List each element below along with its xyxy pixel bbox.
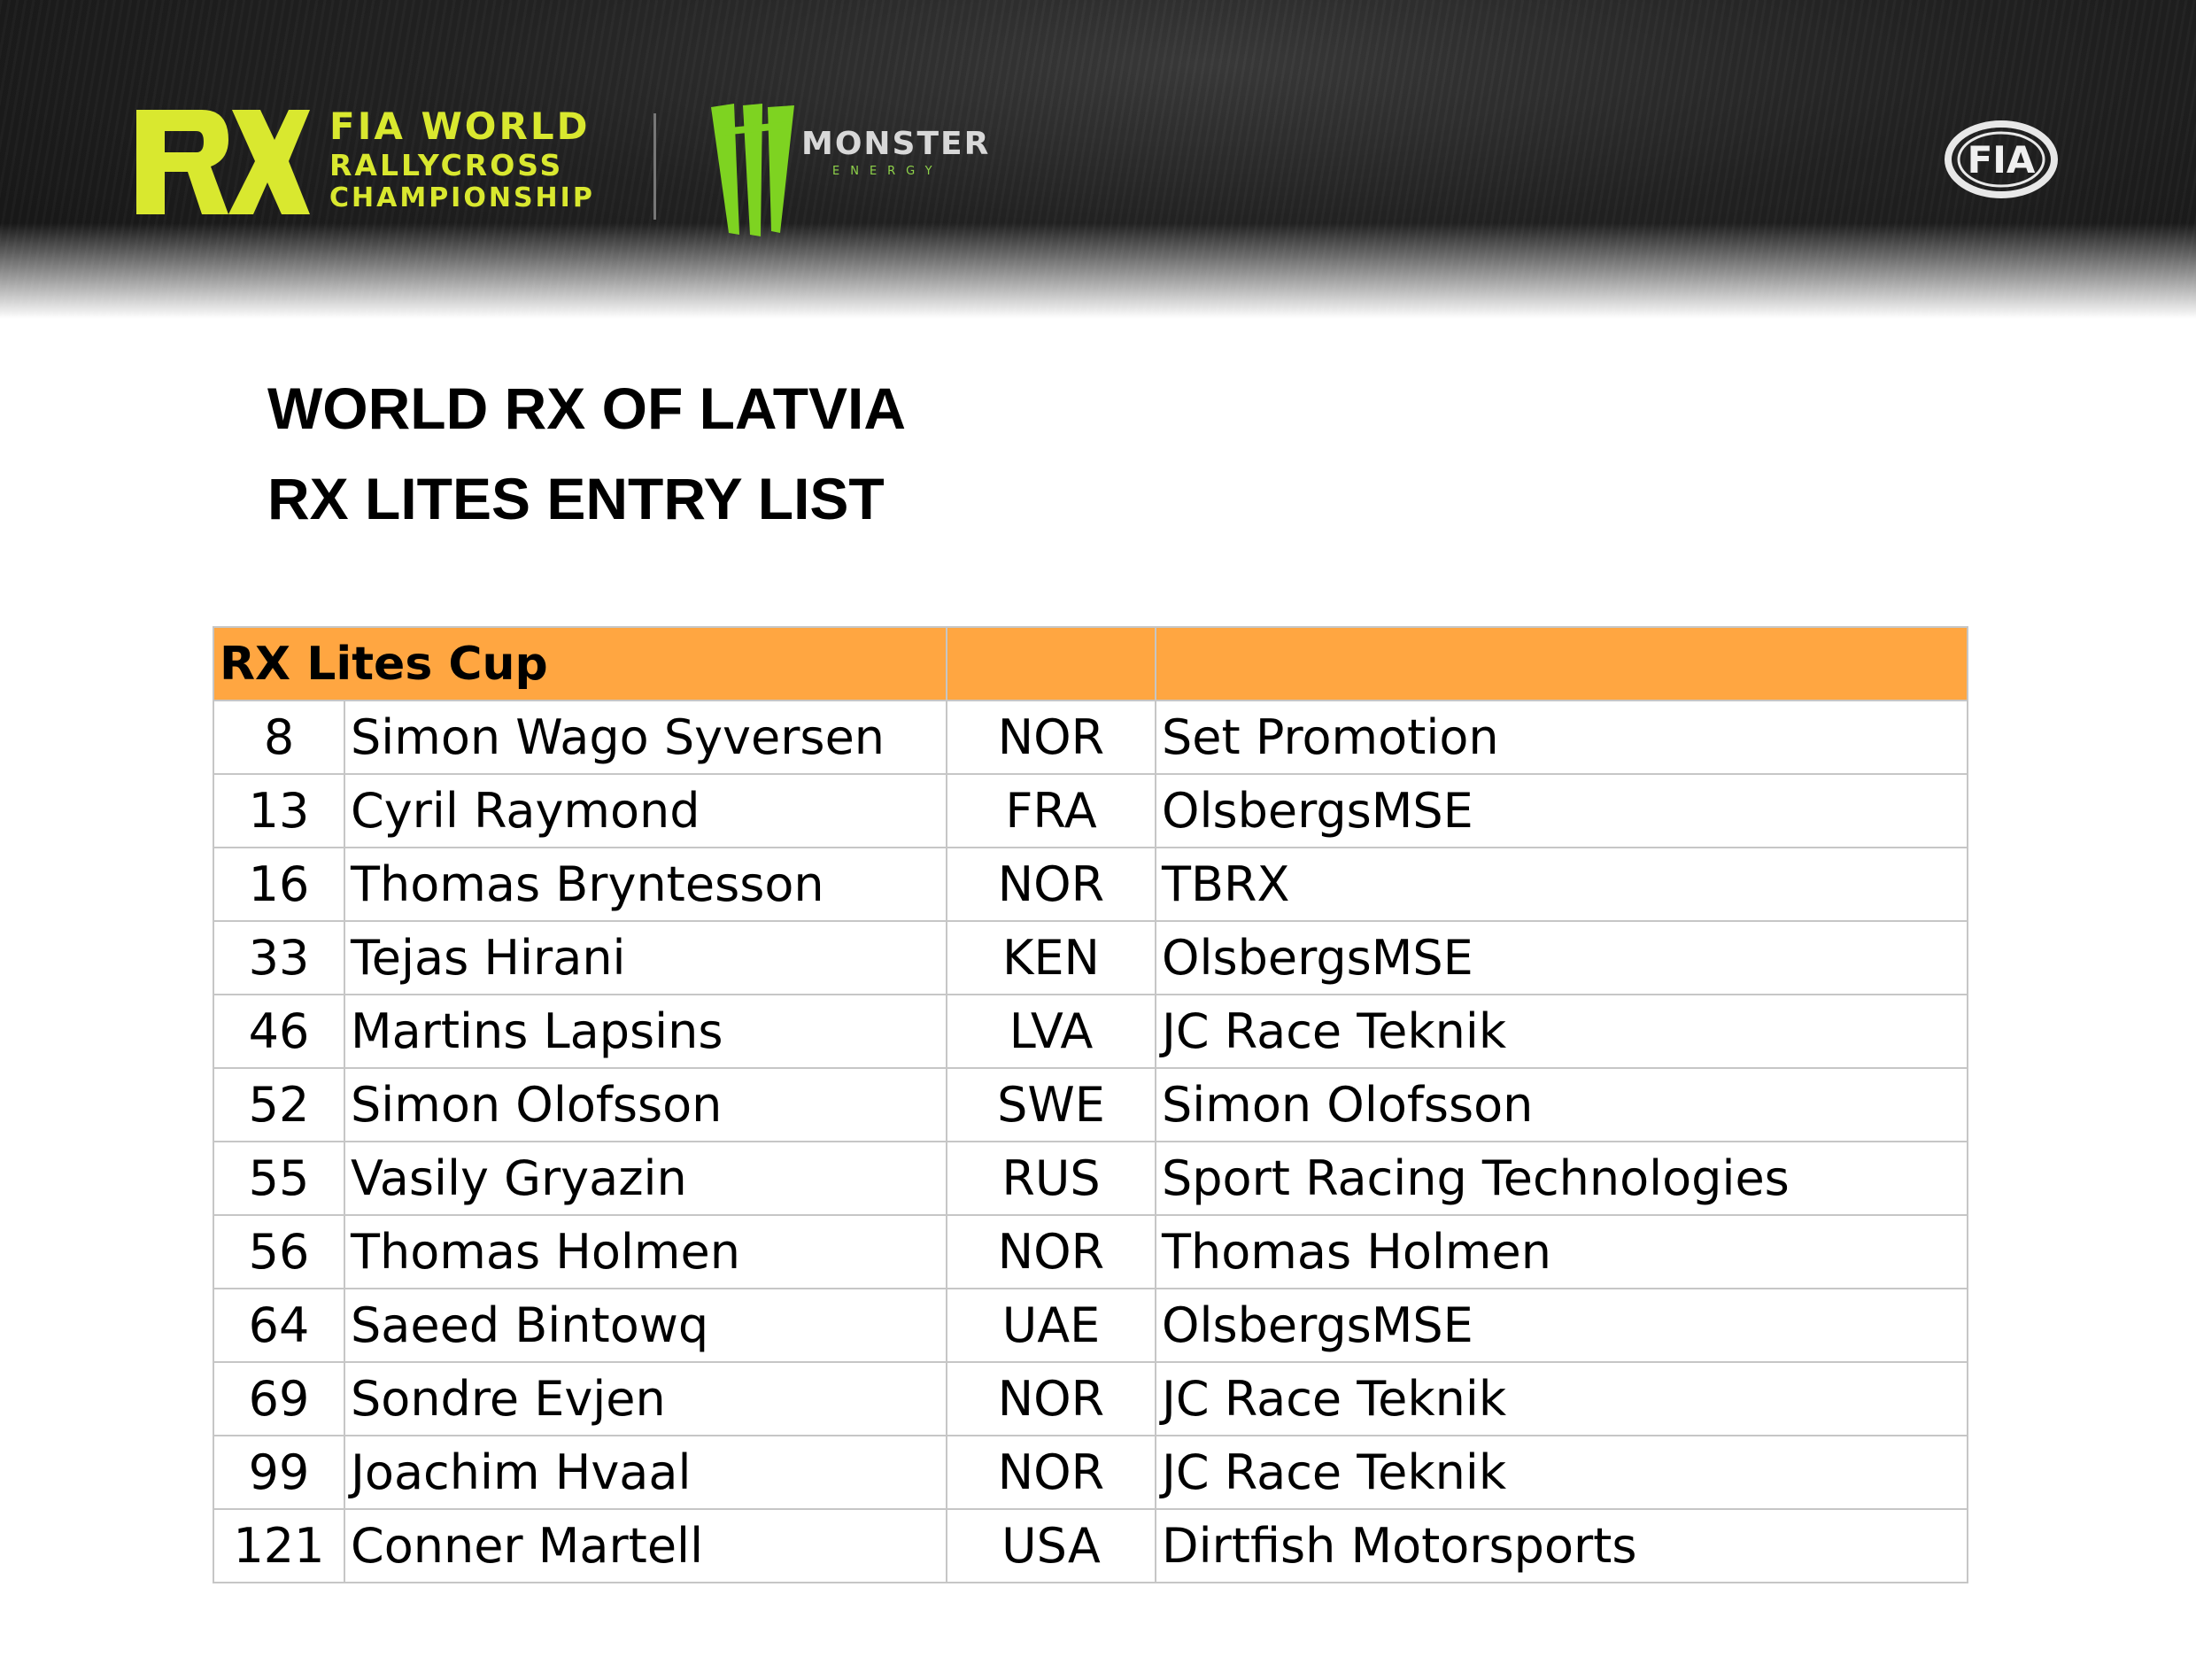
team-name-cell: JC Race Teknik — [1156, 995, 1968, 1068]
car-number-cell: 64 — [213, 1289, 344, 1362]
team-name-cell: Dirtfish Motorsports — [1156, 1509, 1968, 1583]
nationality-cell: NOR — [947, 701, 1156, 774]
car-number-cell: 16 — [213, 848, 344, 921]
table-row — [213, 1289, 1968, 1362]
nationality-cell: SWE — [947, 1068, 1156, 1142]
table-row — [213, 1509, 1968, 1583]
table-row — [213, 921, 1968, 995]
header-banner — [0, 0, 2196, 319]
car-number-cell: 121 — [213, 1509, 344, 1583]
driver-name-cell: Joachim Hvaal — [344, 1436, 947, 1509]
driver-name-cell: Conner Martell — [344, 1509, 947, 1583]
series-line-2: RALLYCROSS — [329, 148, 564, 182]
series-line-1: FIA WORLD — [329, 105, 591, 148]
fia-logo-text: FIA — [1967, 138, 2036, 182]
table-row — [213, 1215, 1968, 1289]
fia-logo-icon — [1944, 120, 2059, 199]
nationality-cell: UAE — [947, 1289, 1156, 1362]
table-row — [213, 848, 1968, 921]
cup-header-row — [213, 627, 1968, 701]
driver-name-cell: Cyril Raymond — [344, 774, 947, 848]
table-row — [213, 1362, 1968, 1436]
rx-logo-icon — [133, 105, 310, 220]
nationality-cell: NOR — [947, 1215, 1156, 1289]
nationality-cell: KEN — [947, 921, 1156, 995]
nationality-cell: USA — [947, 1509, 1156, 1583]
page-title — [267, 363, 906, 544]
table-row — [213, 1436, 1968, 1509]
table-row — [213, 995, 1968, 1068]
title-event: WORLD RX OF LATVIA — [267, 375, 907, 441]
team-name-cell: Thomas Holmen — [1156, 1215, 1968, 1289]
nationality-cell: LVA — [947, 995, 1156, 1068]
car-number-cell: 33 — [213, 921, 344, 995]
sponsor-subline: ENERGY — [832, 165, 943, 178]
team-name-cell: OlsbergsMSE — [1156, 774, 1968, 848]
driver-name-cell: Vasily Gryazin — [344, 1142, 947, 1215]
table-row — [213, 1142, 1968, 1215]
nationality-cell: RUS — [947, 1142, 1156, 1215]
team-name-cell: OlsbergsMSE — [1156, 1289, 1968, 1362]
team-name-cell: JC Race Teknik — [1156, 1436, 1968, 1509]
table-row — [213, 1068, 1968, 1142]
team-name-cell: Simon Olofsson — [1156, 1068, 1968, 1142]
driver-name-cell: Thomas Bryntesson — [344, 848, 947, 921]
team-name-cell: Sport Racing Technologies — [1156, 1142, 1968, 1215]
series-wordmark — [329, 105, 622, 213]
car-number-cell: 46 — [213, 995, 344, 1068]
table-row — [213, 774, 1968, 848]
team-name-cell: TBRX — [1156, 848, 1968, 921]
nationality-cell: FRA — [947, 774, 1156, 848]
sponsor-wordmark: MONSTER — [801, 126, 991, 162]
car-number-cell: 8 — [213, 701, 344, 774]
table-row — [213, 701, 1968, 774]
team-name-cell: JC Race Teknik — [1156, 1362, 1968, 1436]
driver-name-cell: Martins Lapsins — [344, 995, 947, 1068]
nationality-cell: NOR — [947, 1436, 1156, 1509]
cup-header-empty-cell — [947, 627, 1156, 701]
entry-list-table — [213, 626, 1968, 1583]
driver-name-cell: Thomas Holmen — [344, 1215, 947, 1289]
logo-divider — [653, 113, 656, 220]
car-number-cell: 55 — [213, 1142, 344, 1215]
car-number-cell: 56 — [213, 1215, 344, 1289]
car-number-cell: 69 — [213, 1362, 344, 1436]
car-number-cell: 13 — [213, 774, 344, 848]
driver-name-cell: Simon Olofsson — [344, 1068, 947, 1142]
nationality-cell: NOR — [947, 848, 1156, 921]
car-number-cell: 52 — [213, 1068, 344, 1142]
driver-name-cell: Tejas Hirani — [344, 921, 947, 995]
team-name-cell: Set Promotion — [1156, 701, 1968, 774]
driver-name-cell: Sondre Evjen — [344, 1362, 947, 1436]
cup-label: RX Lites Cup — [213, 627, 947, 701]
title-list: RX LITES ENTRY LIST — [267, 466, 885, 531]
team-name-cell: OlsbergsMSE — [1156, 921, 1968, 995]
driver-name-cell: Simon Wago Syversen — [344, 701, 947, 774]
monster-claw-icon — [704, 102, 801, 239]
car-number-cell: 99 — [213, 1436, 344, 1509]
nationality-cell: NOR — [947, 1362, 1156, 1436]
cup-header-empty-cell — [1156, 627, 1968, 701]
driver-name-cell: Saeed Bintowq — [344, 1289, 947, 1362]
series-line-3: CHAMPIONSHIP — [329, 182, 595, 213]
